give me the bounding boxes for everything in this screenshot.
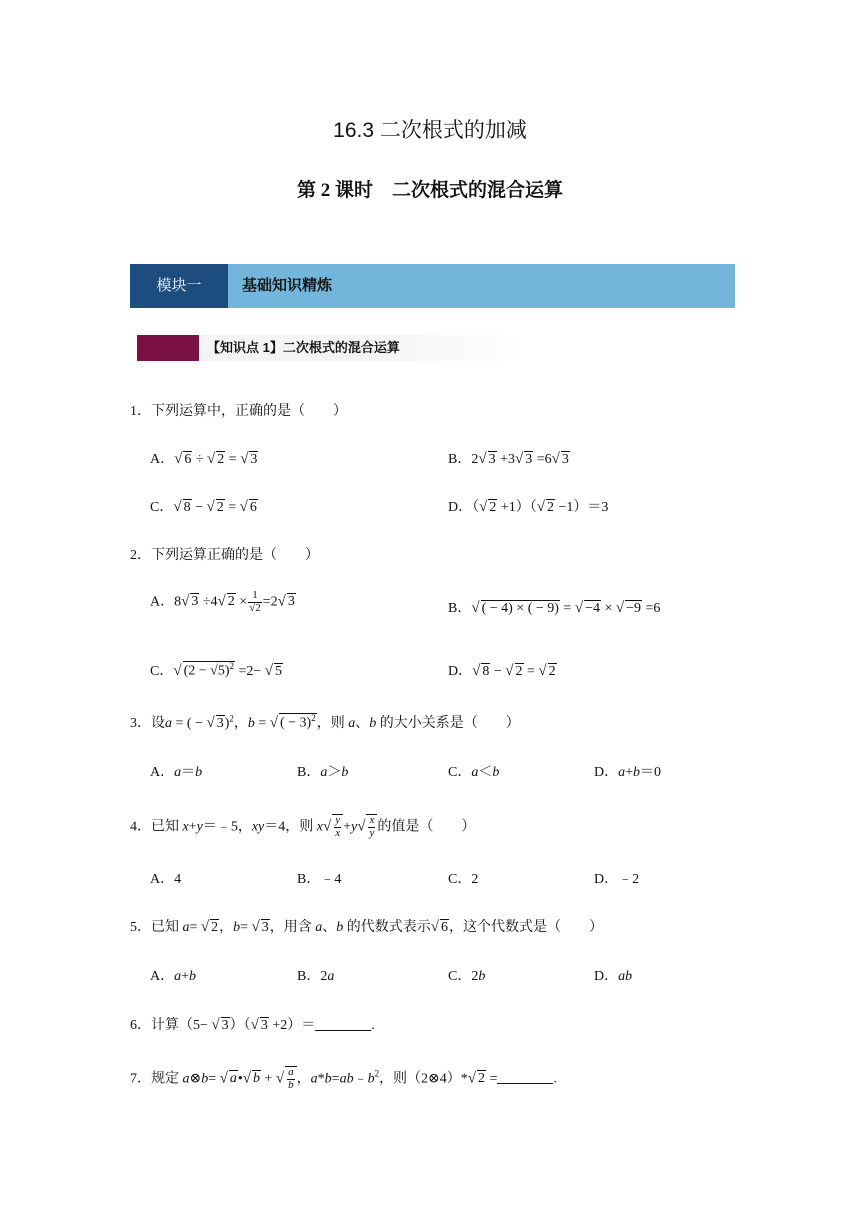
question-1-stem: 1．下列运算中，正确的是（ ） <box>130 404 347 419</box>
knowledge-point-banner <box>137 335 525 361</box>
question-3-option-d[interactable]: D．a+b＝0 <box>594 765 662 780</box>
question-7-stem: 7．规定 a⊗b= √ a•√ b + √ $\frac{a}{b}$ ，$a*b=ab﹣b^2$，则（2⊗4）*√ 2 = . <box>130 1066 557 1091</box>
question-2-option-d[interactable]: D．√ 8 − √ 2 = √ 2 <box>448 663 556 679</box>
question-5-option-a[interactable]: A．a+b <box>150 969 197 984</box>
question-5-option-b[interactable]: B．2a <box>297 969 335 984</box>
question-5-option-d[interactable]: D．ab <box>594 969 633 984</box>
question-4-option-d[interactable]: D．﹣2 <box>594 872 640 887</box>
question-4-option-c[interactable]: C．2 <box>448 872 479 887</box>
module-banner <box>130 264 735 308</box>
question-6-stem: 6．计算（5− √ 3）（√ 3 +2）＝ . <box>130 1017 375 1033</box>
question-5-stem: 5．已知 a= √ 2，b= √ 3，用含 a、b 的代数式表示√ 6，这个代数式是（ ） <box>130 919 604 935</box>
module-tag: 模块一 <box>130 264 228 308</box>
question-5-option-c[interactable]: C．2b <box>448 969 486 984</box>
knowledge-point-marker <box>137 335 199 361</box>
question-2-option-b[interactable]: B．√ ( − 4) × ( − 9) = √ −4 × √ −9 =6 <box>448 600 661 616</box>
question-4-option-b[interactable]: B．﹣4 <box>297 872 342 887</box>
question-3-option-a[interactable]: A．a＝b <box>150 765 203 780</box>
question-1-option-d[interactable]: D．（√ 2 +1）（√ 2 −1）＝3 <box>448 499 609 515</box>
question-1-option-c[interactable]: C．√ 8 − √ 2 = √ 6 <box>150 499 257 515</box>
question-4-option-a[interactable]: A．4 <box>150 872 182 887</box>
question-1-option-b[interactable]: B．2√ 3 +3√ 3 =6√ 3 <box>448 451 569 467</box>
question-3-option-b[interactable]: B．a＞b <box>297 765 349 780</box>
question-1-option-a[interactable]: A．√ 6 ÷ √ 2 = √ 3 <box>150 451 258 467</box>
module-name: 基础知识精炼 <box>242 277 333 294</box>
page-title: 16.3 二次根式的加减 <box>333 119 527 142</box>
answer-blank[interactable] <box>315 1016 371 1031</box>
question-4-stem: 4．已知 x+y＝﹣5，xy＝4，则 x√ $\frac{y}{x}$ +y√ $\frac{x}{y}$ 的值是（ ） <box>130 814 476 839</box>
answer-blank[interactable] <box>497 1069 553 1084</box>
question-2-stem: 2．下列运算正确的是（ ） <box>130 548 319 563</box>
knowledge-point-title: 【知识点 1】二次根式的混合运算 <box>207 340 400 355</box>
question-2-option-a[interactable]: A．8√ 3 ÷4√ 2 × $\frac{1}{√2}$ =2√ 3 <box>150 589 295 614</box>
page-subtitle: 第 2 课时 二次根式的混合运算 <box>296 180 563 201</box>
question-2-option-c[interactable]: C．√ $(2 - √5)^2 =2-$ √ 5 <box>150 661 283 679</box>
question-3-option-c[interactable]: C．a＜b <box>448 765 500 780</box>
question-3-stem: 3．设a = ( − √ 3)$^2$，b = √ ( − 3)$^2$，则 a、b 的大小关系是（ ） <box>130 713 520 731</box>
